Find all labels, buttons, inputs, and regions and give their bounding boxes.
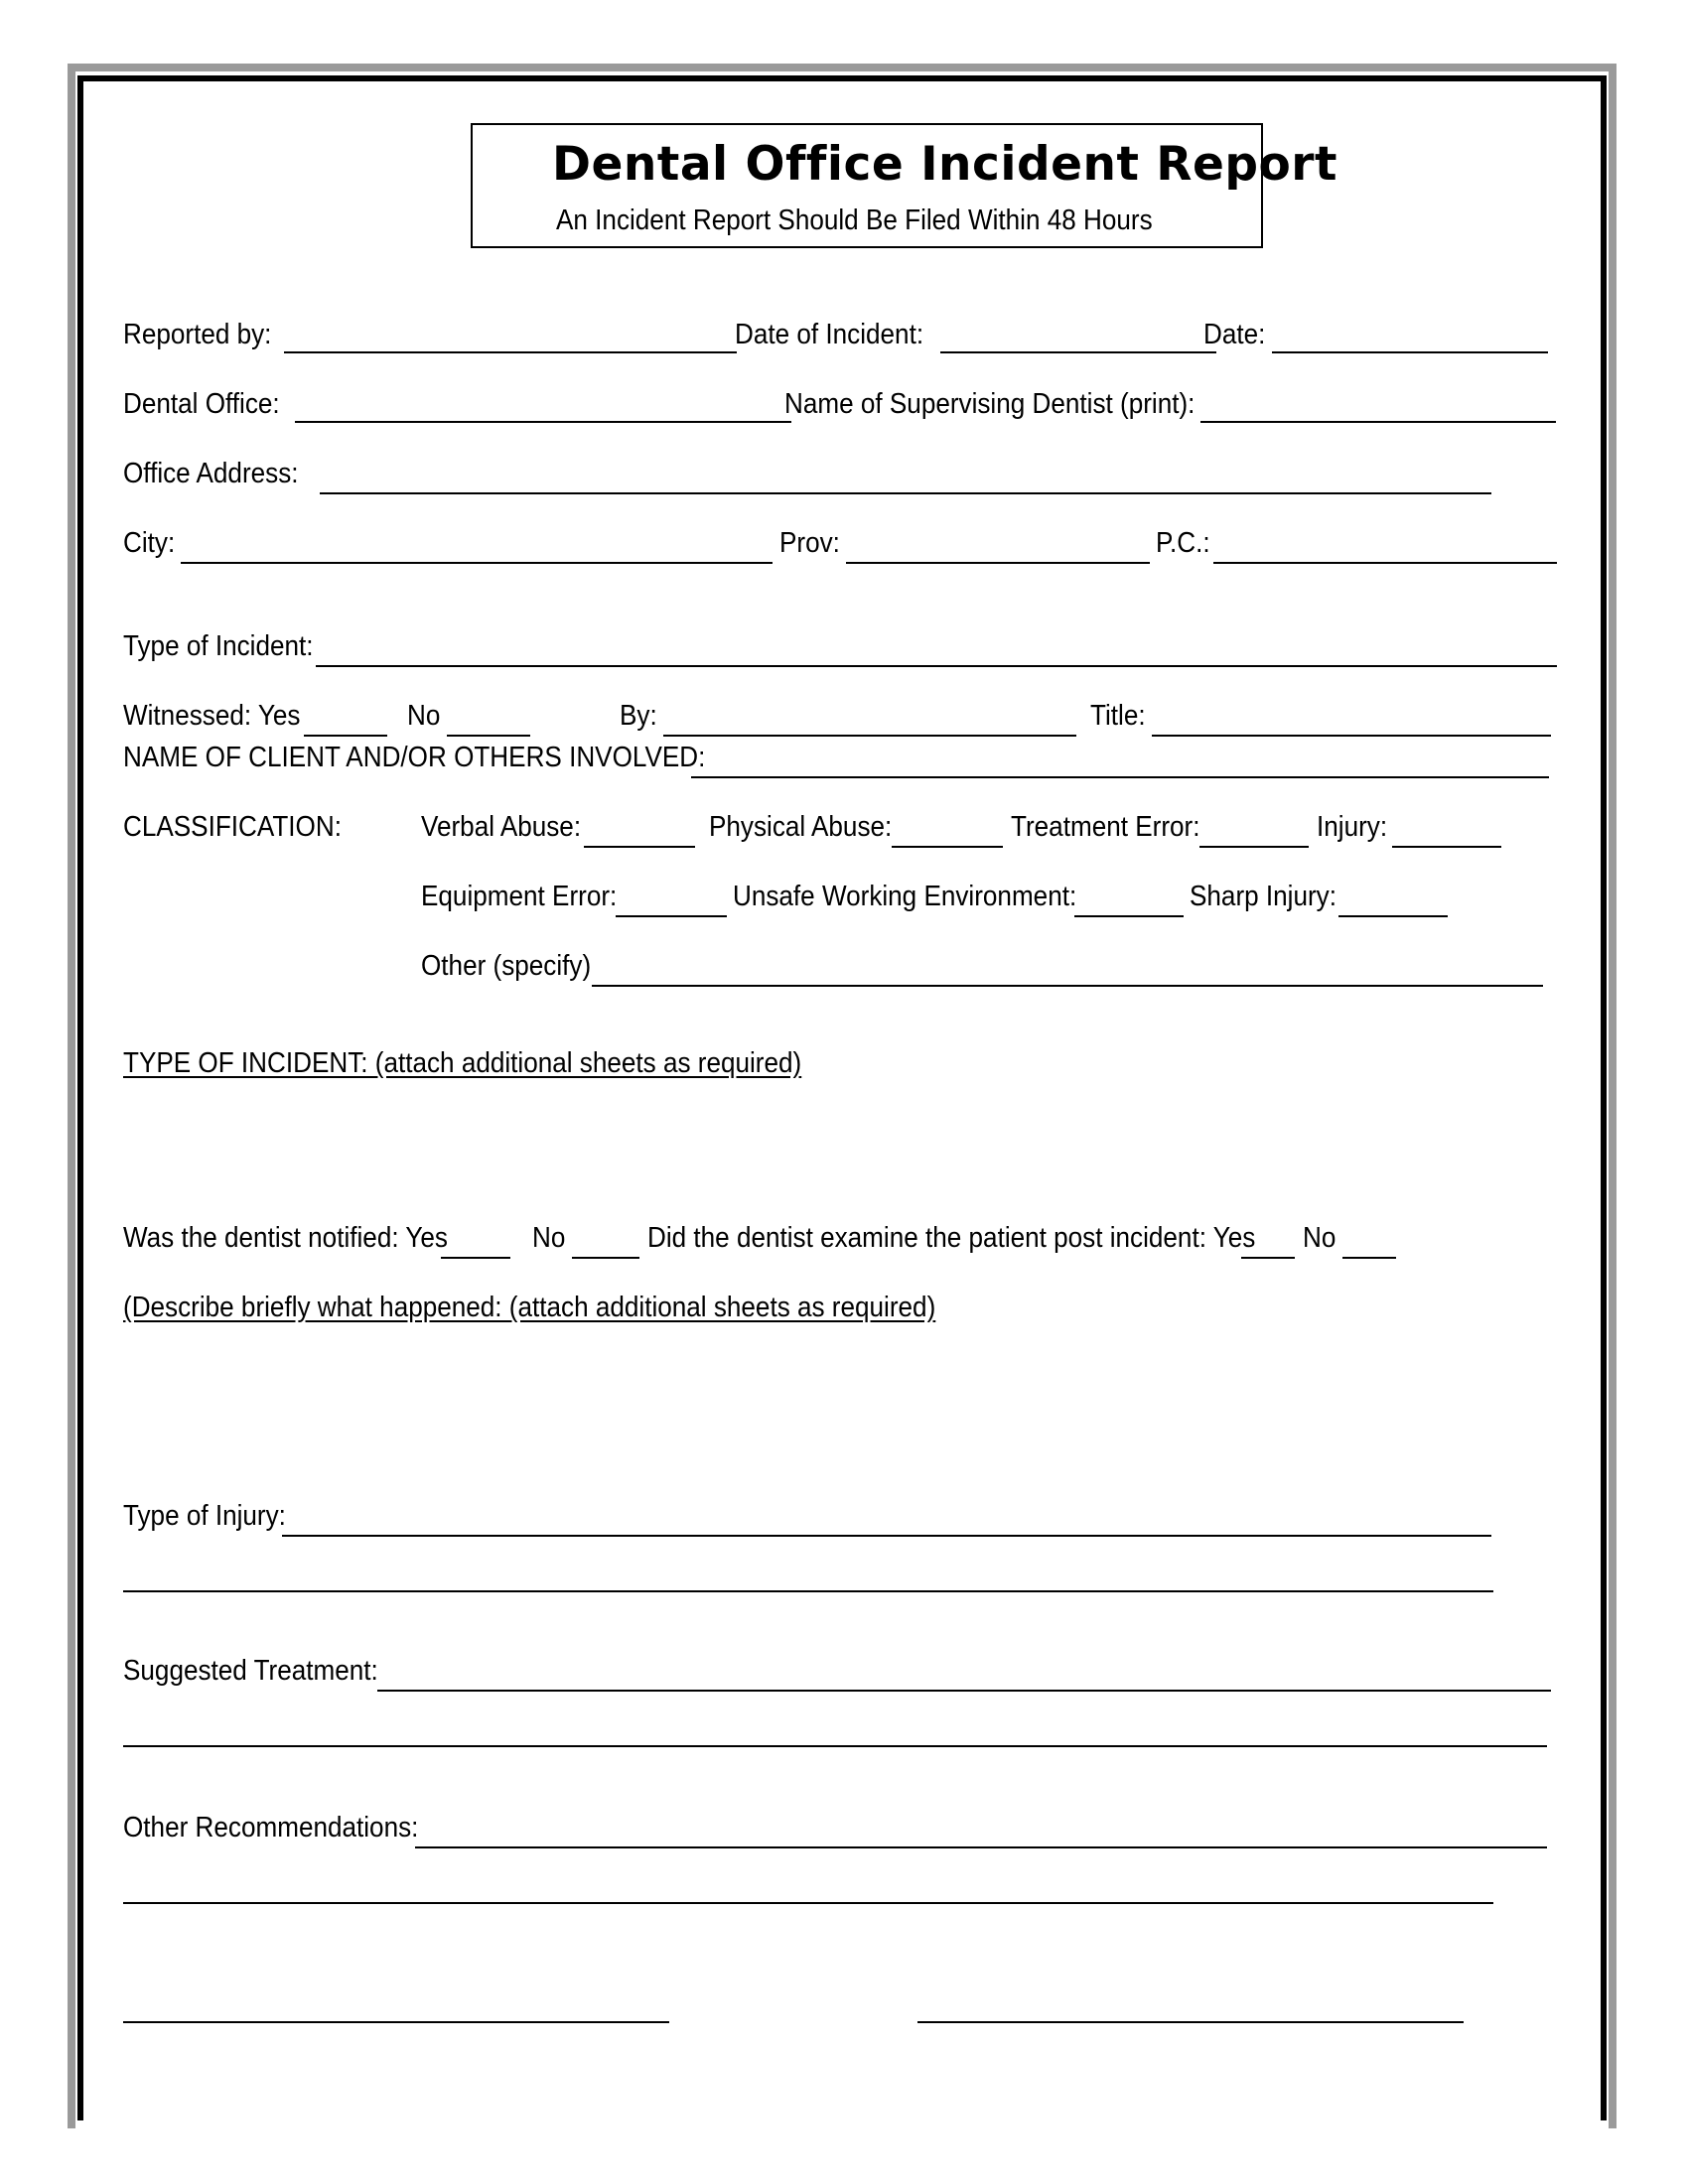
date-row [1203,318,1548,353]
describe-heading: (Describe briefly what happened: (attach additional sheets as required) [123,1292,936,1323]
type-of-injury-row [123,1499,304,1535]
office-address-label: Office Address: [123,458,299,489]
dentist-notified-yes-field[interactable] [441,1257,510,1259]
client-involved-row [123,741,771,776]
form-subtitle: An Incident Report Should Be Filed Within 48 Hours [556,205,1153,236]
date-of-incident-label: Date of Incident: [735,319,924,350]
dentist-notified-no-field[interactable] [572,1257,639,1259]
suggested-treatment-row [123,1654,406,1690]
describe-heading-row [123,1291,1026,1326]
injury-field[interactable] [1392,846,1501,848]
prov-row [779,526,847,562]
date-of-incident-row [735,318,1216,353]
dentist-examined-no-field[interactable] [1342,1257,1396,1259]
treatment-error-field[interactable] [1199,846,1309,848]
supervising-dentist-row [784,387,1556,423]
type-of-incident-row [123,629,335,665]
unsafe-environment-row [733,880,1115,915]
dentist-notified-row [123,1221,484,1257]
other-recommendations-field-line-2[interactable] [123,1902,1493,1904]
dentist-notified-no-row [532,1221,569,1257]
other-recommendations-row [123,1811,451,1846]
pc-field[interactable] [1213,562,1557,564]
suggested-treatment-field-line-2[interactable] [123,1745,1547,1747]
type-of-incident-label: Type of Incident: [123,630,314,662]
type-of-incident-heading: TYPE OF INCIDENT: (attach additional sheets as required) [123,1047,802,1079]
supervising-dentist-label: Name of Supervising Dentist (print): [784,388,1196,420]
sharp-injury-field[interactable] [1338,915,1448,917]
dental-office-field[interactable] [295,391,791,423]
date-of-incident-field[interactable] [940,322,1216,353]
treatment-error-row [1011,810,1221,846]
sharp-injury-label: Sharp Injury: [1190,881,1336,912]
physical-abuse-row [709,810,913,846]
city-label: City: [123,527,176,559]
suggested-treatment-label: Suggested Treatment: [123,1655,378,1687]
witnessed-yes-row [123,699,320,735]
classification-heading: CLASSIFICATION: [123,811,342,843]
dentist-examined-label: Did the dentist examine the patient post incident: Yes [647,1222,1256,1254]
injury-label: Injury: [1317,811,1388,843]
prov-label: Prov: [779,527,840,559]
verbal-abuse-field[interactable] [584,846,695,848]
date-label: Date: [1203,319,1266,350]
by-field[interactable] [663,735,1076,737]
title-label: Title: [1090,700,1146,732]
equipment-error-row [421,880,638,915]
injury-row [1317,810,1395,846]
witnessed-yes-field[interactable] [304,735,387,737]
witnessed-yes-label: Witnessed: Yes [123,700,301,732]
client-involved-field[interactable] [691,776,1549,778]
physical-abuse-label: Physical Abuse: [709,811,893,843]
signature-line-left[interactable] [123,2021,669,2023]
dentist-examined-no-row [1303,1221,1339,1257]
reported-by-field[interactable] [284,322,737,353]
reported-by-label: Reported by: [123,319,272,350]
reported-by-row [123,318,737,353]
date-field[interactable] [1272,322,1548,353]
other-specify-row [421,949,610,985]
signature-line-right[interactable] [917,2021,1464,2023]
by-label: By: [620,700,657,732]
sharp-injury-row [1190,880,1352,915]
type-of-injury-label: Type of Injury: [123,1500,286,1532]
unsafe-environment-field[interactable] [1074,915,1184,917]
type-of-incident-field[interactable] [316,665,1557,667]
other-recommendations-field[interactable] [415,1846,1547,1848]
office-address-row [123,457,318,492]
city-field[interactable] [181,562,773,564]
client-involved-label: NAME OF CLIENT AND/OR OTHERS INVOLVED: [123,742,706,773]
dental-office-label: Dental Office: [123,388,280,420]
other-specify-field[interactable] [592,985,1543,987]
dentist-examined-yes-field[interactable] [1241,1257,1295,1259]
physical-abuse-field[interactable] [892,846,1003,848]
dental-office-row [123,387,791,423]
treatment-error-label: Treatment Error: [1011,811,1200,843]
verbal-abuse-label: Verbal Abuse: [421,811,582,843]
dentist-examined-row [647,1221,1323,1257]
form-title: Dental Office Incident Report [552,137,1337,192]
witnessed-no-row [407,699,444,735]
dentist-notified-label: Was the dentist notified: Yes [123,1222,448,1254]
equipment-error-field[interactable] [616,915,727,917]
type-of-injury-field-line-2[interactable] [123,1590,1493,1592]
dentist-notified-no-label: No [532,1222,566,1254]
suggested-treatment-field[interactable] [377,1690,1551,1692]
title-field[interactable] [1152,735,1551,737]
classification-heading-row [123,810,365,846]
pc-label: P.C.: [1156,527,1210,559]
other-recommendations-label: Other Recommendations: [123,1812,419,1843]
by-row [620,699,661,735]
unsafe-environment-label: Unsafe Working Environment: [733,881,1077,912]
equipment-error-label: Equipment Error: [421,881,618,912]
pc-row [1156,526,1216,562]
supervising-dentist-field[interactable] [1200,391,1556,423]
title-row [1090,699,1152,735]
verbal-abuse-row [421,810,599,846]
other-specify-label: Other (specify) [421,950,592,982]
witnessed-no-label: No [407,700,441,732]
type-of-injury-field[interactable] [282,1535,1491,1537]
witnessed-no-field[interactable] [447,735,530,737]
city-row [123,526,181,562]
prov-field[interactable] [846,562,1150,564]
office-address-field[interactable] [320,492,1491,494]
type-of-incident-heading-row [123,1046,877,1082]
dentist-examined-no-label: No [1303,1222,1336,1254]
